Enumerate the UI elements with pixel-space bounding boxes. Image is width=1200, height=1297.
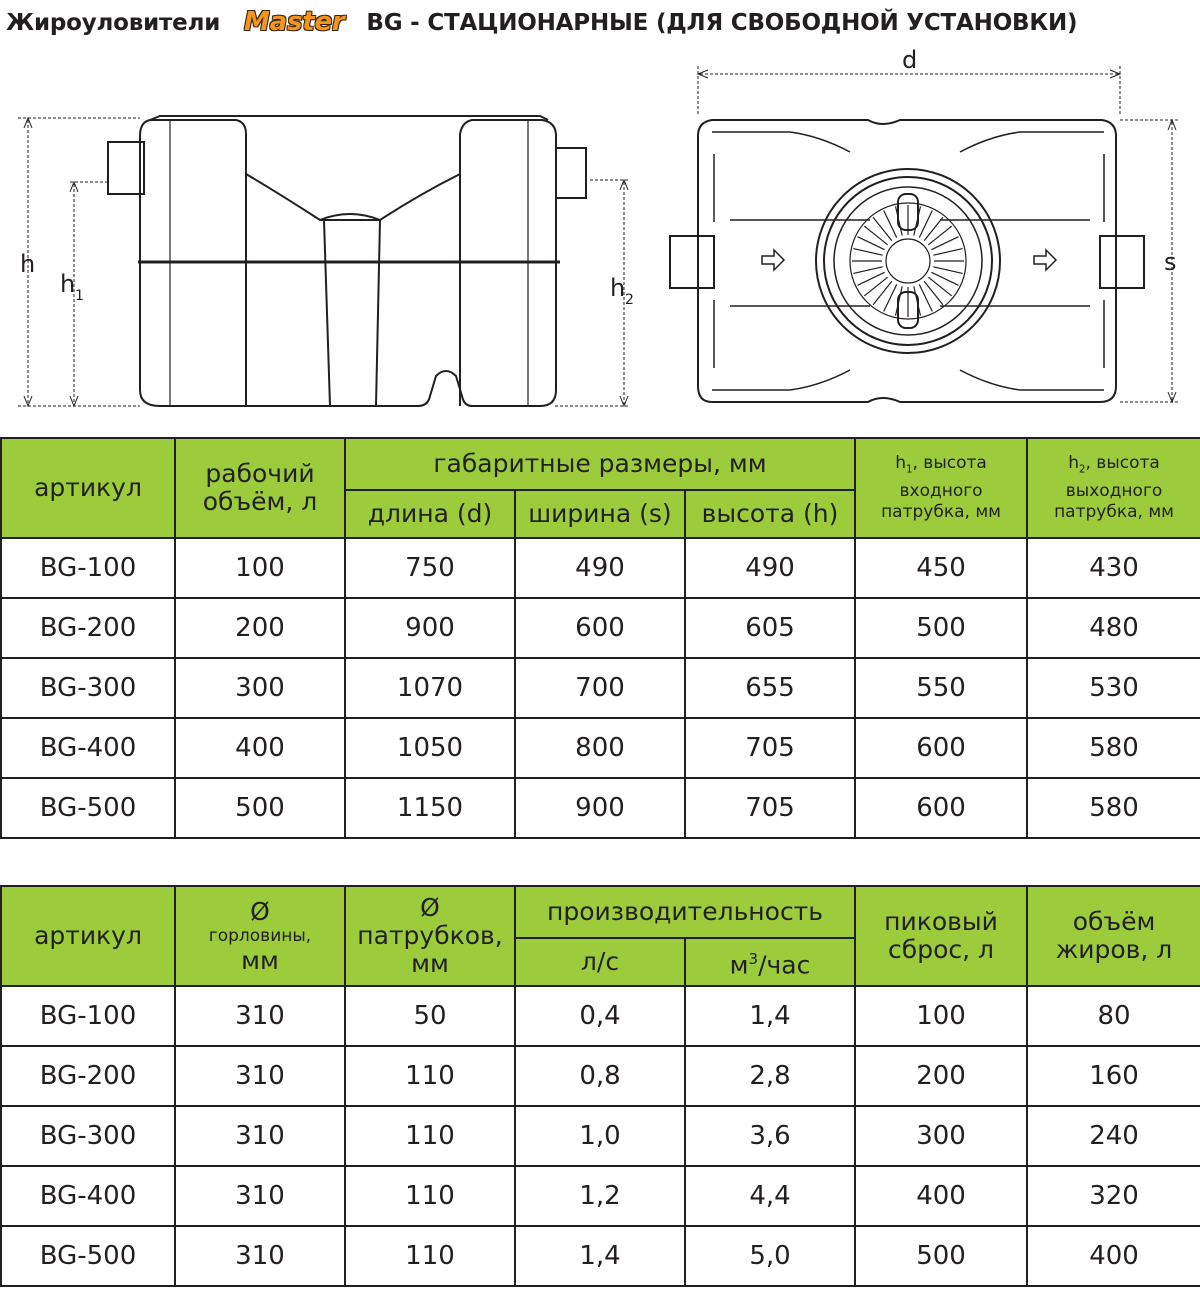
table-cell: 400 — [175, 718, 345, 778]
table-cell: 5,0 — [685, 1226, 855, 1286]
table-cell: 110 — [345, 1166, 515, 1226]
table-cell: 600 — [515, 598, 685, 658]
table-row — [1, 1046, 1200, 1106]
table-cell: 80 — [1027, 986, 1200, 1046]
table-cell: 705 — [685, 778, 855, 838]
table-cell: 1,0 — [515, 1106, 685, 1166]
table-cell: 800 — [515, 718, 685, 778]
header-article: артикул — [1, 438, 175, 538]
table-row — [1, 778, 1200, 838]
table-cell: 600 — [855, 718, 1027, 778]
table-cell: BG-300 — [1, 1106, 175, 1166]
table-row — [1, 1226, 1200, 1286]
label-h2: h — [610, 274, 626, 302]
table-cell: 300 — [855, 1106, 1027, 1166]
performance-table — [0, 885, 1200, 1287]
table-cell: 50 — [345, 986, 515, 1046]
table-row — [1, 1106, 1200, 1166]
label-s: s — [1164, 248, 1177, 276]
label-h1: h — [60, 270, 76, 298]
table-cell: 500 — [855, 1226, 1027, 1286]
table-cell: 550 — [855, 658, 1027, 718]
table-cell: 580 — [1027, 718, 1200, 778]
table-row — [1, 658, 1200, 718]
header-pipe: Ø патрубков, мм — [345, 886, 515, 986]
table-row — [1, 718, 1200, 778]
lid-rib — [933, 249, 962, 256]
technical-drawing — [0, 44, 1200, 424]
table-cell: 1050 — [345, 718, 515, 778]
table-row — [1, 1166, 1200, 1226]
header-fat: объём жиров, л — [1027, 886, 1200, 986]
table-cell: 100 — [855, 986, 1027, 1046]
label-d: d — [902, 46, 918, 74]
table-cell: 500 — [175, 778, 345, 838]
table-cell: 310 — [175, 986, 345, 1046]
top-view — [670, 66, 1180, 402]
title-prefix: Жироуловители — [6, 10, 221, 36]
table-cell: 450 — [855, 538, 1027, 598]
header-h1: $h_1$, высота входного патрубка, мм — [855, 438, 1027, 538]
table-cell: BG-400 — [1, 1166, 175, 1226]
header-article-2: артикул — [1, 886, 175, 986]
table-cell: 900 — [345, 598, 515, 658]
table-row — [1, 986, 1200, 1046]
header-ls: л/с — [515, 938, 685, 986]
table-cell: 480 — [1027, 598, 1200, 658]
table-cell: 400 — [1027, 1226, 1200, 1286]
table-cell: 490 — [685, 538, 855, 598]
dimensions-table — [0, 437, 1200, 839]
header-overall: габаритные размеры, мм — [345, 438, 855, 490]
table-cell: 310 — [175, 1166, 345, 1226]
table-cell: BG-500 — [1, 1226, 175, 1286]
table-row — [1, 538, 1200, 598]
table-cell: 1150 — [345, 778, 515, 838]
table-cell: 310 — [175, 1106, 345, 1166]
table-cell: 100 — [175, 538, 345, 598]
table-cell: BG-100 — [1, 986, 175, 1046]
table-cell: 655 — [685, 658, 855, 718]
lid-rays — [852, 205, 964, 317]
table-cell: 110 — [345, 1226, 515, 1286]
table-cell: 110 — [345, 1106, 515, 1166]
table-cell: 310 — [175, 1226, 345, 1286]
table-cell: 310 — [175, 1046, 345, 1106]
table-cell: 0,8 — [515, 1046, 685, 1106]
header-neck: Ø горловины, мм — [175, 886, 345, 986]
table-cell: 200 — [175, 598, 345, 658]
table-cell: 900 — [515, 778, 685, 838]
header-h2: $h_2$, высота выходного патрубка, мм — [1027, 438, 1200, 538]
header-height: высота (h) — [685, 490, 855, 538]
header-peak: пиковый сброс, л — [855, 886, 1027, 986]
table-cell: 0,4 — [515, 986, 685, 1046]
table-cell: 600 — [855, 778, 1027, 838]
lid-rib — [933, 267, 962, 274]
table-cell: BG-200 — [1, 1046, 175, 1106]
table-cell: BG-200 — [1, 598, 175, 658]
table-cell: BG-500 — [1, 778, 175, 838]
brand-logo: Master — [243, 7, 345, 37]
table-cell: 1,2 — [515, 1166, 685, 1226]
label-h1-sub: 1 — [75, 288, 84, 304]
header-width: ширина (s) — [515, 490, 685, 538]
label-h2-sub: 2 — [625, 292, 634, 308]
table-cell: 705 — [685, 718, 855, 778]
label-h: h — [20, 250, 36, 278]
lid-rib — [853, 267, 882, 274]
table-cell: 430 — [1027, 538, 1200, 598]
header-volume: рабочий объём, л — [175, 438, 345, 538]
table-cell: 3,6 — [685, 1106, 855, 1166]
table-cell: 1070 — [345, 658, 515, 718]
table-cell: 580 — [1027, 778, 1200, 838]
table-cell: 4,4 — [685, 1166, 855, 1226]
header-m3: $м^3$/час — [685, 938, 855, 986]
table-cell: 750 — [345, 538, 515, 598]
side-view — [18, 116, 630, 406]
table-cell: 200 — [855, 1046, 1027, 1106]
table-cell: 700 — [515, 658, 685, 718]
table-cell: 1,4 — [515, 1226, 685, 1286]
table-cell: 300 — [175, 658, 345, 718]
table-cell: 110 — [345, 1046, 515, 1106]
table-cell: 605 — [685, 598, 855, 658]
title-suffix: BG - СТАЦИОНАРНЫЕ (ДЛЯ СВОБОДНОЙ УСТАНОВКИ) — [366, 10, 1078, 36]
lid-rib — [853, 249, 882, 256]
table-cell: BG-100 — [1, 538, 175, 598]
table-cell: 500 — [855, 598, 1027, 658]
header-capacity: производительность — [515, 886, 855, 938]
table-cell: 320 — [1027, 1166, 1200, 1226]
table-cell: 2,8 — [685, 1046, 855, 1106]
header-length: длина (d) — [345, 490, 515, 538]
page-title — [6, 2, 1200, 42]
table-cell: 490 — [515, 538, 685, 598]
table-cell: BG-400 — [1, 718, 175, 778]
table-cell: 530 — [1027, 658, 1200, 718]
table-cell: 240 — [1027, 1106, 1200, 1166]
table-row — [1, 598, 1200, 658]
table-cell: 400 — [855, 1166, 1027, 1226]
table-cell: 160 — [1027, 1046, 1200, 1106]
table-cell: 1,4 — [685, 986, 855, 1046]
table-cell: BG-300 — [1, 658, 175, 718]
